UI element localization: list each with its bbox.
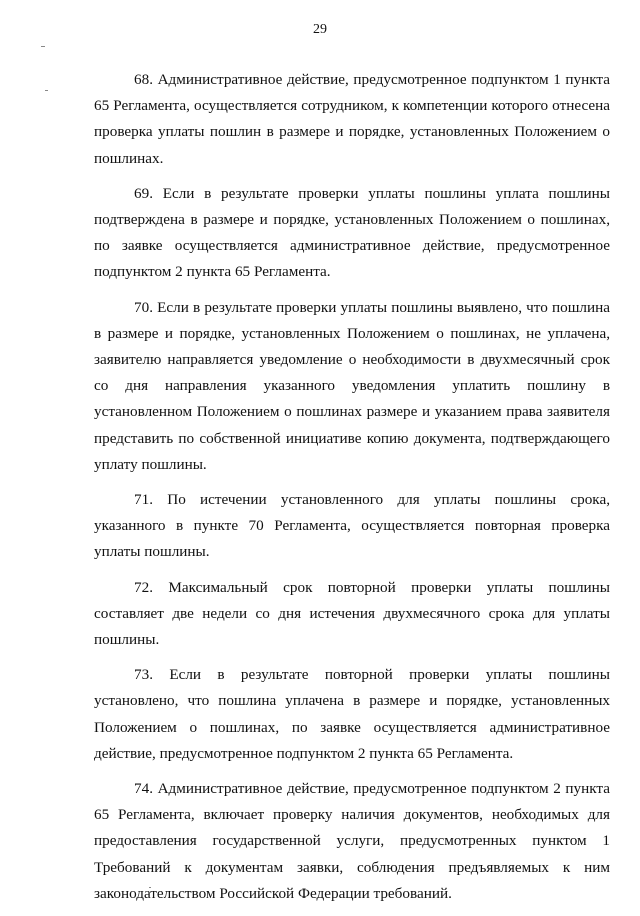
- document-body: [94, 67, 610, 916]
- scan-artifact: [41, 46, 45, 47]
- paragraph-70: 70. Если в результате проверки уплаты пошлины выявлено, что пошлина в размере и порядке, установленных Положением о пошлинах, не уплачена, заявителю направляется уведомление о необходимости в двухмесячный срок со дня направления указанного уведомления уплатить пошлину в установленном Положением о пошлинах размере и указанием права заявителя представить по собственной инициативе копию документа, подтверждающего уплату пошлины.: [94, 298, 610, 473]
- page-number: 29: [313, 22, 327, 37]
- paragraph-74: 74. Административное действие, предусмотренное подпунктом 2 пункта 65 Регламента, включает проверку наличия документов, необходимых для предоставления государственной услуги, предусмотренных пунктом 1 Требований к документам заявки, соблюдения предъявляемых к ним законодательством Российской Федерации требований.: [94, 780, 610, 902]
- paragraph-73: 73. Если в результате повторной проверки уплаты пошлины установлено, что пошлина уплачена в размере и порядке, установленных Положением о пошлинах, по заявке осуществляется административное действие, предусмотренное подпунктом 2 пункта 65 Регламента.: [94, 666, 610, 762]
- paragraph-69: 69. Если в результате проверки уплаты пошлины уплата пошлины подтверждена в размере и порядке, установленных Положением о пошлинах, по заявке осуществляется административное действие, предусмотренное подпунктом 2 пункта 65 Регламента.: [94, 184, 610, 281]
- paragraph-72: 72. Максимальный срок повторной проверки уплаты пошлины составляет две недели со дня истечения двухмесячного срока для уплаты пошлины.: [94, 578, 610, 649]
- scan-artifact: [45, 90, 48, 91]
- paragraph-71: 71. По истечении установленного для уплаты пошлины срока, указанного в пункте 70 Регламента, осуществляется повторная проверка уплаты пошлины.: [94, 491, 610, 561]
- paragraph-68: 68. Административное действие, предусмотренное подпунктом 1 пункта 65 Регламента, осуществляется сотрудником, к компетенции которого отнесена проверка уплаты пошлин в размере и порядке, установленных Положением о пошлинах.: [94, 71, 610, 167]
